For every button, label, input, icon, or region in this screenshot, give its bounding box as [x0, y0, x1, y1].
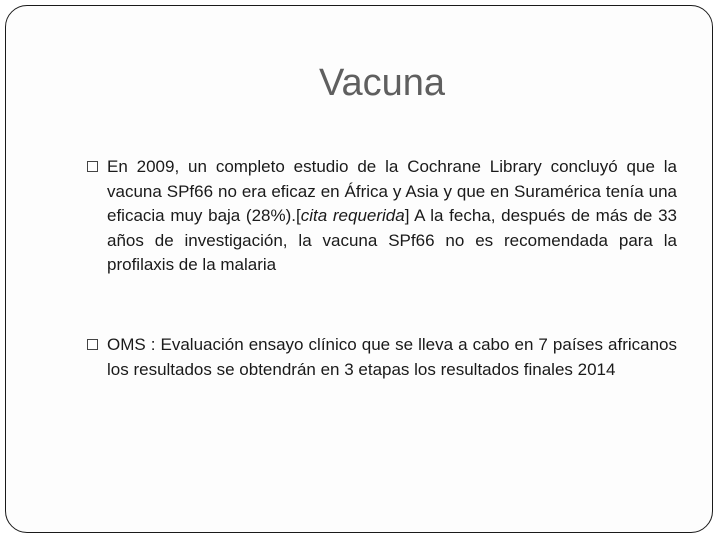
checkbox-bullet-icon: [87, 161, 98, 172]
slide-frame: [5, 5, 713, 533]
bullet-text: [107, 157, 677, 274]
bullet-item: [107, 155, 677, 278]
slide-title: Vacuna: [318, 62, 446, 104]
checkbox-bullet-icon: [87, 339, 98, 350]
bullet-text: OMS : Evaluación ensayo clínico que se lleva a cabo en 7 países africanos los resultados se obtendrán en 3 etapas los resultados finales 2014: [107, 335, 677, 379]
bullet-text-part: ] A la fecha, después de más de 33 años de investigación, la vacuna SPf66 no es recomendada para la profilaxis de la malaria: [107, 206, 677, 274]
bullet-text-part: En 2009, un completo estudio de la Cochrane Library concluyó que la vacuna SPf66 no era eficaz en África y Asia y que en Suramérica tenía una eficacia muy baja (28%).[: [107, 157, 677, 225]
citation-needed: cita requerida: [300, 206, 405, 225]
bullet-item: [107, 333, 677, 382]
